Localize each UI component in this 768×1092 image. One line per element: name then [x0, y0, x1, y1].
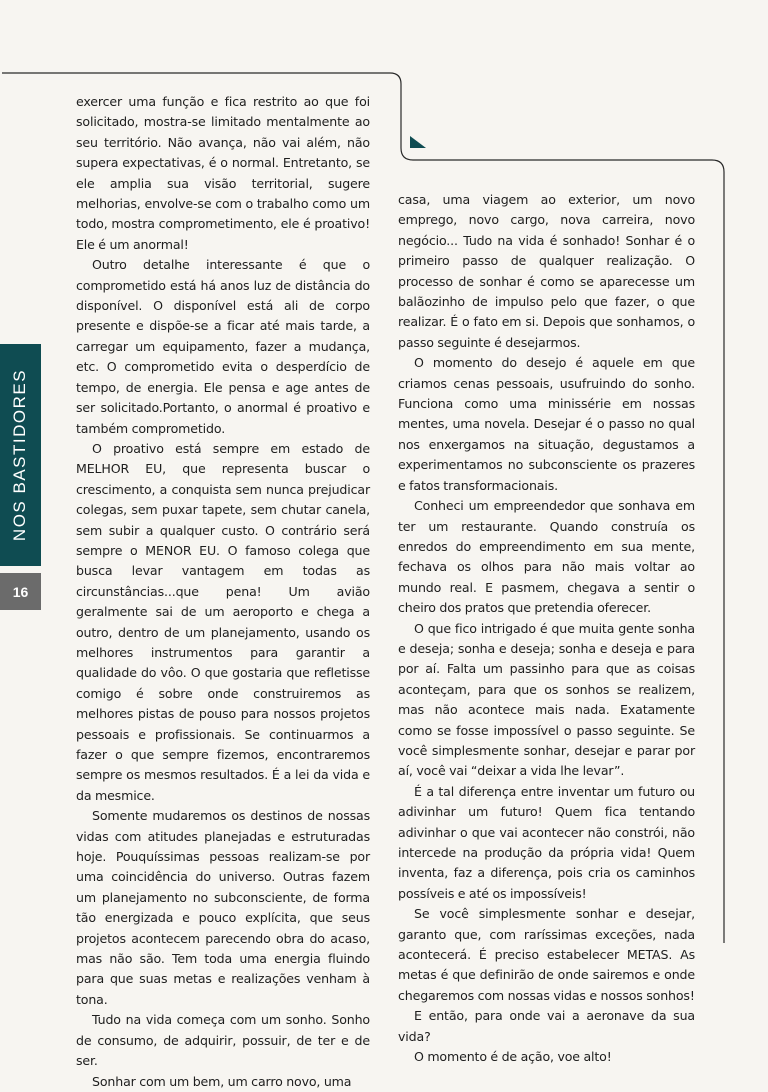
paragraph: exercer uma função e fica restrito ao que foi solicitado, mostra-se limitado mentalmente ao seu território. Não avança, não vai além, não supera expectativas, é o normal. Entretanto, se ele amplia sua visão territorial, sugere melhorias, envolve-se com o trabalho como um todo, mostra comprometimento, ele é proativo! Ele é um anormal!	[76, 94, 370, 252]
paragraph: O proativo está sempre em estado de MELHOR EU, que representa buscar o crescimento, a conquista sem nunca prejudicar colegas, sem puxar tapete, sem chutar canela, sem subir a qualquer custo. O contrário será sempre o MENOR EU. O famoso colega que busca levar vantagem em todas as circunstâncias...que pena! Um avião geralmente sai de um aeroporto e chega a outro, dentro de um planejamento, usando os melhores instrumentos para garantir a qualidade do vôo. O que gostaria que refletisse comigo é sobre onde construiremos as melhores pistas de pouso para nossos projetos pessoais e profissionais. Se continuarmos a fazer o que sempre fizemos, encontraremos sempre os mesmos resultados. É a lei da vida e da mesmice.	[76, 440, 370, 803]
corner-triangle-mark	[410, 136, 426, 148]
paragraph: Somente mudaremos os destinos de nossas vidas com atitudes planejadas e estruturadas hoje. Pouquíssimas pessoas realizam-se por uma coincidência do universo. Outras fazem um planejamento no subconsciente, de forma tão energizada e pouco explícita, que seus projetos acontecem parecendo obra do acaso, mas não são. Tem toda uma energia fluindo para que suas metas e realizações venham à tona.	[76, 808, 370, 1007]
section-title-text: NOS BASTIDORES	[10, 368, 30, 542]
paragraph: O momento é de ação, voe alto!	[414, 1049, 612, 1065]
paragraph: É a tal diferença entre inventar um futuro ou adivinhar um futuro! Quem fica tentando adivinhar o que vai acontecer não constrói, não intercede na produção da própria vida! Quem inventa, faz a diferença, pois cria os caminhos possíveis e até os impossíveis!	[398, 783, 695, 901]
paragraph: Sonhar com um bem, um carro novo, uma	[92, 1073, 352, 1089]
sidebar-section-title	[0, 344, 41, 566]
paragraph: O momento do desejo é aquele em que criamos cenas pessoais, usufruindo do sonho. Funciona como uma minissérie em nossas mentes, uma novela. Desejar é o passo no qual nos enxergamos na situação, degustamos a experimentamos no subconsciente os prazeres e fatos transformacionais.	[398, 355, 695, 493]
paragraph: E então, para onde vai a aeronave da sua vida?	[398, 1008, 695, 1044]
page-number: 16	[0, 573, 41, 610]
left-text-column	[76, 92, 370, 1092]
paragraph: Conheci um empreendedor que sonhava em ter um restaurante. Quando construía os enredos do empreendimento em sua mente, fechava os olhos para não mais voltar ao mundo real. E pasmem, chegava a sentir o cheiro dos pratos que pretendia oferecer.	[398, 498, 695, 616]
paragraph: O que fico intrigado é que muita gente sonha e deseja; sonha e deseja; sonha e deseja e para por aí. Falta um passinho para que as coisas aconteçam, para que os sonhos se realizem, mas não acontece mais nada. Exatamente como se fosse impossível o passo seguinte. Se você simplesmente sonhar, desejar e parar por aí, você vai “deixar a vida lhe levar”.	[398, 620, 695, 779]
right-text-column	[398, 190, 695, 1067]
paragraph: Se você simplesmente sonhar e desejar, garanto que, com raríssimas exceções, nada acontecerá. É preciso estabelecer METAS. As metas é que definirão de onde sairemos e onde chegaremos com nossas vidas e nossos sonhos!	[398, 906, 695, 1003]
paragraph: casa, uma viagem ao exterior, um novo emprego, novo cargo, nova carreira, novo negócio... Tudo na vida é sonhado! Sonhar é o primeiro passo de qualquer realização. O processo de sonhar é como se aparecesse um balãozinho de impulso pelo que fazer, o que realizar. É o fato em si. Depois que sonhamos, o passo seguinte é desejarmos.	[398, 192, 695, 350]
paragraph: Tudo na vida começa com um sonho. Sonho de consumo, de adquirir, possuir, de ter e de ser.	[76, 1012, 370, 1069]
paragraph: Outro detalhe interessante é que o comprometido está há anos luz de distância do disponível. O disponível está ali de corpo presente e dispõe-se a ficar até mais tarde, a carregar um equipamento, fazer a mudança, etc. O comprometido evita o desperdício de tempo, de energia. Ele pensa e age antes de ser solicitado.Portanto, o anormal é proativo e também comprometido.	[76, 257, 370, 436]
